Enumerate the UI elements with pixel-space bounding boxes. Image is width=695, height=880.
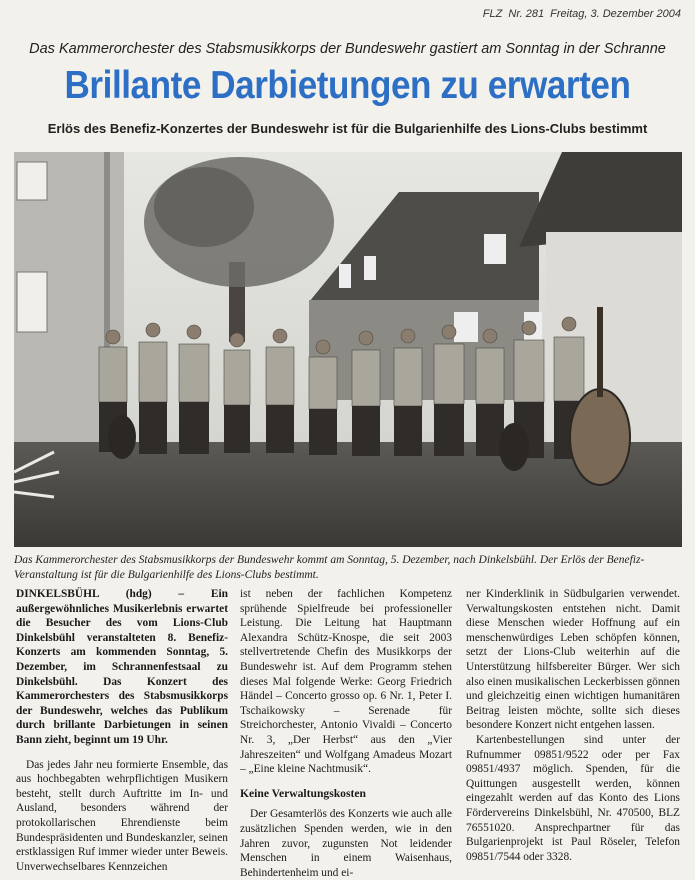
lead-paragraph — [16, 587, 228, 748]
article-column-2 — [240, 587, 452, 880]
orchestra-photo — [14, 152, 682, 547]
double-bass-icon — [570, 389, 630, 485]
photo-illustration — [14, 152, 682, 547]
newspaper-header — [480, 8, 681, 20]
section-subhead: Keine Verwaltungskosten — [240, 786, 366, 800]
paragraph-5: Kartenbestellungen sind unter der Rufnummer 09851/9522 oder per Fax 09851/4937 möglich. Spenden, für die Quittungen ausgestellt werden, können eingezahlt werden auf das Konto des Lions Fördervereins Dinkelsbühl, Nr. 470500, BLZ 76551020. Ansprechpartner für das Bulgarienprojekt ist Paul Röseler, Telefon 09851/7544 oder 3328. — [466, 733, 680, 863]
dateline: DINKELSBÜHL (hdg) – — [16, 588, 185, 600]
paragraph-1: Das jedes Jahr neu formierte Ensemble, das aus hochbegabten wehrpflichtigen Musikern besteht, stellt durch Auftritte im In- und Ausland, besonders während der protokollarischen Ehrendienste beim Bundespräsidenten und Bundeskanzler, seinen erstklassigen Ruf immer wieder unter Beweis. Unverwechselbares Kennzeichen — [16, 758, 228, 873]
paper-name: FLZ — [482, 8, 503, 20]
photo-caption: Das Kammerorchester des Stabsmusikkorps der Bundeswehr kommt am Sonntag, 5. Dezember, nach Dinkelsbühl. Der Erlös der Benefiz-Veranstaltung ist für die Bulgarienhilfe des Lions-Clubs bestimmt. — [14, 554, 645, 581]
article-column-3 — [466, 587, 680, 864]
issue-number: Nr. 281 — [508, 8, 545, 20]
issue-date: Freitag, 3. Dezember 2004 — [550, 8, 681, 20]
paragraph-3: Der Gesamterlös des Konzerts wie auch alle zusätzlichen Spenden werden, wie in den Jahren zuvor, zugunsten Not leidender Menschen in einem Waisenhaus, Behindertenheim und ei- — [240, 808, 452, 879]
lead-text: Ein außergewöhnliches Musikerlebnis erwartet die Besucher des vom Lions-Club Dinkelsbühl veranstalteten 8. Benefiz-Konzerts am kommenden Sonntag, 5. Dezember, im Schrannenfestsaal zu Dinkelsbühl. Das Konzert des Kammerorchesters des Stabsmusikkorps der Bundeswehr, welches das Publikum durch brillante Darbietungen in seinen Bann zieht, beginnt um 19 Uhr. — [16, 588, 228, 746]
headline: Brillante Darbietungen zu erwarten — [64, 64, 631, 107]
article-column-1 — [16, 587, 228, 874]
kicker-line: Das Kammerorchester des Stabsmusikkorps der Bundeswehr gastiert am Sonntag in der Schranne — [29, 41, 666, 57]
paragraph-4: ner Kinderklinik in Südbulgarien verwendet. Verwaltungskosten entstehen nicht. Damit diese Menschen wieder Hoffnung auf ein menschenwürdiges Leben schöpfen können, setzt der Lions-Club weiterhin auf die Unterstützung hilfsbereiter Bürger. Wer sich also einen musikalischen Leckerbissen gönnen und gleichzeitig einen wichtigen humanitären Beitrag leisten möchte, sollte sich dieses besondere Konzert nicht entgehen lassen. — [466, 588, 680, 732]
subheadline: Erlös des Benefiz-Konzertes der Bundeswehr ist für die Bulgarienhilfe des Lions-Clubs bestimmt — [47, 121, 648, 136]
paragraph-2: ist neben der fachlichen Kompetenz sprühende Spielfreude bei professioneller Leistung. Die Leitung hat Hauptmann Alexandra Schütz-Knospe, die seit 2003 stellvertretende Chefin des Musikkorps der Bundeswehr ist. Auf dem Programm stehen dieses Mal folgende Werke: Georg Friedrich Händel – Concerto grosso op. 6 Nr. 1, Peter I. Tschaikowsky – Serenade für Streichorchester, Antonio Vivaldi – Concerto Nr. 3, „Der Herbst“ aus den „Vier Jahreszeiten“ und Wolfgang Amadeus Mozart – „Eine kleine Nachtmusik“. — [240, 588, 452, 776]
